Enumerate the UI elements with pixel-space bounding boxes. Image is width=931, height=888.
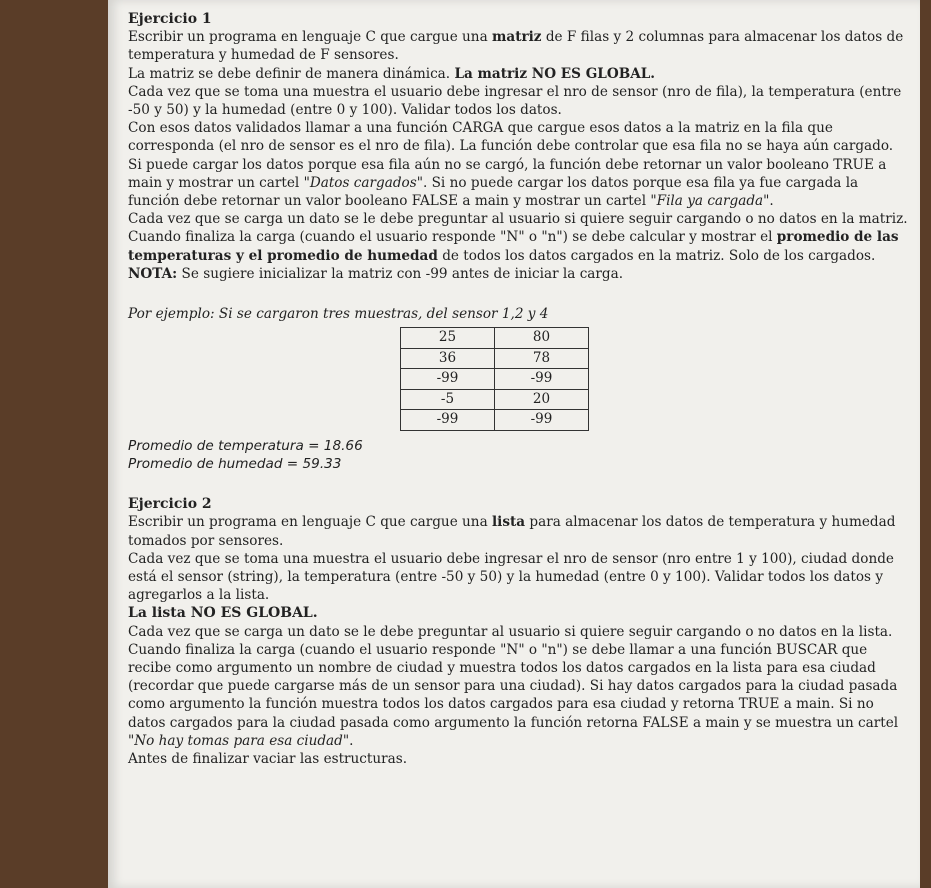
paper-sheet xyxy=(108,0,920,888)
table-cell: -99 xyxy=(401,369,495,390)
exercise-2-title: Ejercicio 2 xyxy=(128,496,212,513)
table-cell: -99 xyxy=(495,410,589,431)
ex2-p5-text-a: Cuando finaliza la carga (cuando el usuario responde "N" o "n") se debe llamar a una función BUSCAR que recibe como argumento un nombre de ciudad y muestra todos los datos cargados en la lista para esa ciudad (recordar que puede cargarse más de un sensor para una ciudad). Si hay datos cargados para la ciudad pasada como argumento la función muestra todos los datos cargados para esa ciudad y retorna TRUE a main. Si no datos cargados para la ciudad pasada como argumento la función retorna FALSE a main y se muestra un cartel " xyxy=(128,641,899,749)
ex1-paragraph-6: Cada vez que se carga un dato se le debe preguntar al usuario si quiere seguir cargando o no datos en la matriz. xyxy=(128,211,908,228)
ex2-p1-text-c: para almacenar los datos de temperatura y humedad tomados por sensores. xyxy=(128,514,896,549)
table-row xyxy=(401,410,589,431)
table-cell: -99 xyxy=(495,369,589,390)
table-row xyxy=(401,328,589,349)
table-cell: -99 xyxy=(401,410,495,431)
ex2-paragraph-6: Antes de finalizar vaciar las estructuras. xyxy=(128,751,408,767)
ex2-p5-text-c: ". xyxy=(342,732,354,749)
ex2-p1-bold: lista xyxy=(492,514,526,531)
ex1-p2-text: La matriz se debe definir de manera dinámica. xyxy=(128,65,455,82)
table-row xyxy=(401,369,589,390)
ex1-paragraph-7 xyxy=(128,228,908,264)
ex1-p1-text: Escribir un programa en lenguaje C que cargue una xyxy=(128,29,492,46)
ex1-p7-text-a: Cuando finaliza la carga (cuando el usuario responde "N" o "n") se debe calcular y mostrar el xyxy=(128,229,777,246)
ex1-example-intro xyxy=(128,305,908,323)
note-text: Se sugiere inicializar la matriz con -99 antes de iniciar la carga. xyxy=(177,265,624,282)
table-cell: 25 xyxy=(401,328,495,349)
ex1-p5-text-c: ". Si no puede cargar los datos porque esa fila ya fue cargada la función debe retornar un valor booleano FALSE a main y mostrar un cartel " xyxy=(128,174,859,210)
ex2-paragraph-5 xyxy=(128,641,908,750)
note-label: NOTA: xyxy=(128,265,178,282)
ex1-p7-bold: promedio de las temperaturas y el promedio de humedad xyxy=(128,229,899,264)
ex1-paragraph-5 xyxy=(128,156,908,211)
ex2-p5-italic: No hay tomas para esa ciudad xyxy=(134,732,343,749)
table-cell: 36 xyxy=(401,348,495,369)
ex1-p5-italic-b: Datos cargados xyxy=(309,174,417,191)
ex1-paragraph-4: Con esos datos validados llamar a una función CARGA que cargue esos datos a la matriz en la fila que corresponda (el nro de sensor es el nro de fila). La función debe controlar que esa fila no se haya aún cargado. xyxy=(128,120,894,155)
ex1-p1-bold: matriz xyxy=(492,29,542,46)
average-temperature: Promedio de temperatura = 18.66 xyxy=(128,437,363,454)
ex1-paragraph-2 xyxy=(128,65,908,83)
table-cell: 20 xyxy=(495,389,589,410)
exercise-1-title: Ejercicio 1 xyxy=(128,11,212,27)
example-text: Por ejemplo: Si se cargaron tres muestras, del sensor 1,2 y 4 xyxy=(128,306,549,323)
ex2-paragraph-1 xyxy=(128,513,908,549)
table-cell: 80 xyxy=(495,328,589,349)
table-row xyxy=(401,389,589,410)
average-humidity: Promedio de humedad = 59.33 xyxy=(128,455,342,472)
ex1-p5-text-e: ". xyxy=(763,193,774,210)
ex1-p5-italic-d: Fila ya cargada xyxy=(656,193,764,210)
ex2-paragraph-3: La lista NO ES GLOBAL. xyxy=(128,605,318,622)
table-cell: 78 xyxy=(495,348,589,369)
sample-matrix-table xyxy=(400,327,589,431)
ex1-note xyxy=(128,265,908,283)
ex2-paragraph-2: Cada vez que se toma una muestra el usuario debe ingresar el nro de sensor (nro entre 1 y 100), ciudad donde está el sensor (string), la temperatura (entre -50 y 50) y la humedad (entre 0 y 100). Validar todos los datos y agregarlos a la lista. xyxy=(128,550,894,604)
ex1-p2-bold: La matriz NO ES GLOBAL. xyxy=(454,65,656,82)
ex2-paragraph-4: Cada vez que se carga un dato se le debe preguntar al usuario si quiere seguir cargando o no datos en la lista. xyxy=(128,623,893,640)
table-row xyxy=(401,348,589,369)
ex2-p1-text-a: Escribir un programa en lenguaje C que cargue una xyxy=(128,514,492,531)
table-cell: -5 xyxy=(401,389,495,410)
document-content xyxy=(128,10,908,768)
ex1-paragraph-1 xyxy=(128,28,908,64)
ex1-p5-text-a: Si puede cargar los datos porque esa fila aún no se cargó, la función debe retornar un valor booleano TRUE a main y mostrar un cartel " xyxy=(128,156,887,191)
ex1-p1-text-end: de F filas y 2 columnas para almacenar los datos de temperatura y humedad de F sensores. xyxy=(128,29,904,64)
ex1-paragraph-3: Cada vez que se toma una muestra el usuario debe ingresar el nro de sensor (nro de fila), la temperatura (entre -50 y 50) y la humedad (entre 0 y 100). Validar todos los datos. xyxy=(128,83,902,119)
ex1-p7-text-c: de todos los datos cargados en la matriz. Solo de los cargados. xyxy=(437,247,876,264)
